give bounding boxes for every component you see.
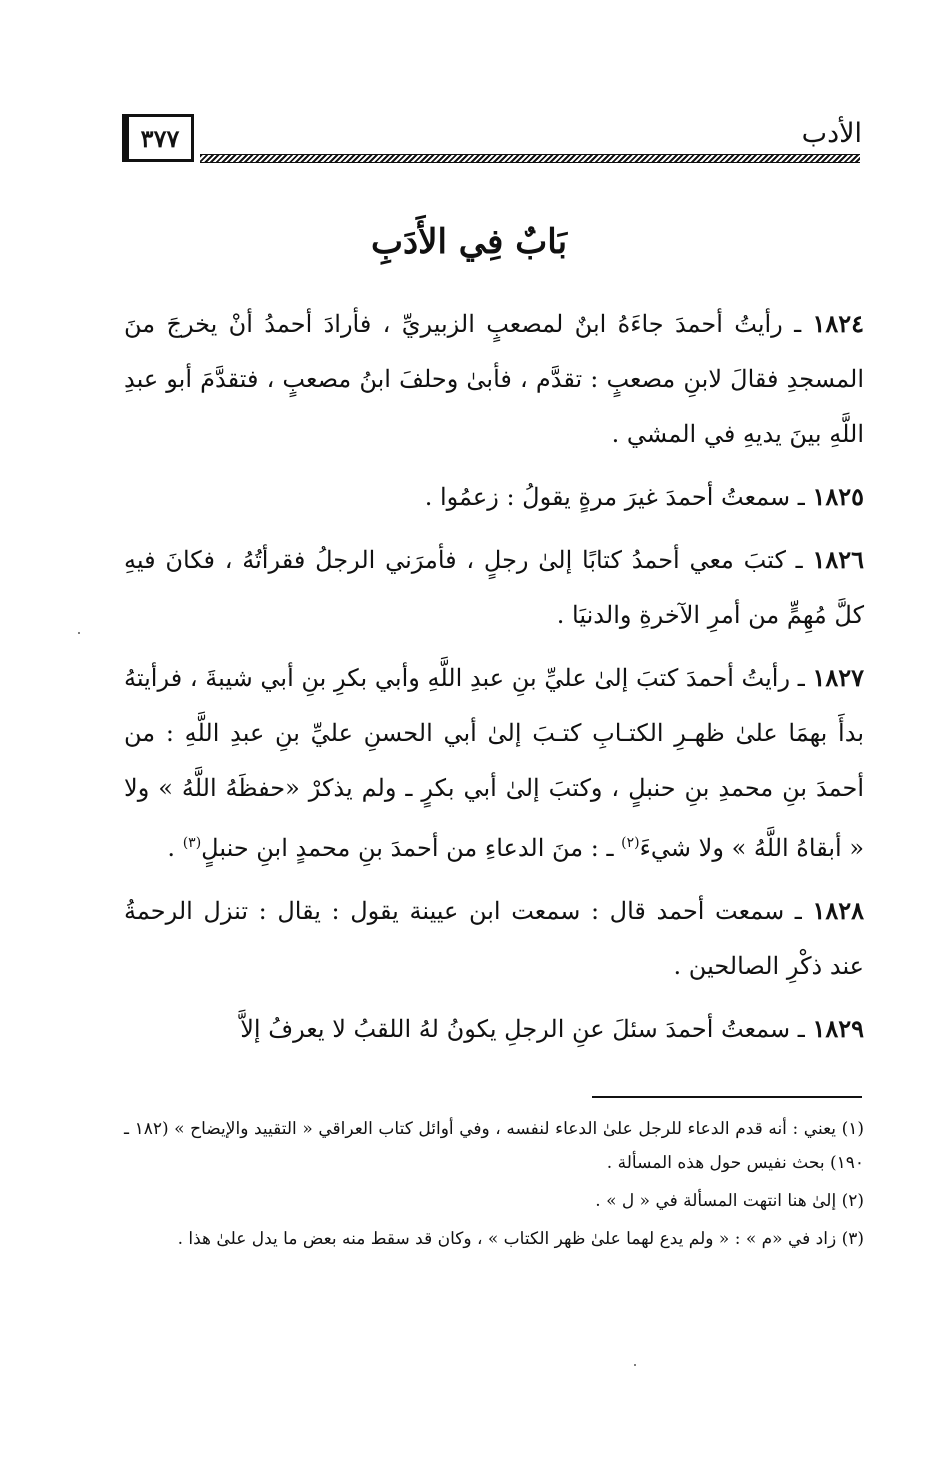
paragraph-text-continued: ـ : منَ الدعاءِ من أحمدَ بنِ محمدٍ ابنِ حنبلٍ [201,834,622,862]
paragraph-text: ـ سمعت أحمد قال : سمعت ابن عيينة يقول : يقال : تنزل الرحمةُ عند ذكْرِ الصالحين . [124,897,864,980]
item-number: ١٨٢٦ [812,545,864,574]
item-number: ١٨٢٩ [812,1014,864,1043]
footnote-2: (٢) إلىٰ هنا انتهت المسألة في « ل » . [595,1191,864,1211]
paragraph-text: ـ سمعتُ أحمدَ غيرَ مرةٍ يقولُ : زعمُوا . [424,483,813,511]
paragraph-1829 [124,1001,864,1057]
scan-speck [78,632,80,634]
body-text [124,296,864,1064]
footnotes [124,1112,864,1260]
paragraph-1827 [124,650,864,876]
header-rule [200,154,860,163]
paragraph-text: ـ رأيتُ أحمدَ جاءَهُ ابنٌ لمصعبٍ الزبيريِّ ، فأرادَ أحمدُ أنْ يخرجَ منَ المسجدِ فقالَ لابنِ مصعبٍ : تقدَّم ، فأبىٰ وحلفَ ابنُ مصعبٍ ، فتقدَّمَ أبو عبدِ اللَّهِ بينَ يديهِ في المشي . [124,310,864,448]
item-number: ١٨٢٧ [812,663,864,692]
item-number: ١٨٢٨ [812,896,864,925]
paragraph-1824 [124,296,864,462]
footnote-ref-2[interactable]: (٢) [621,835,640,851]
paragraph-1825 [124,469,864,525]
paragraph-1828 [124,883,864,994]
footnote-1: (١) يعني : أنه قدم الدعاء للرجل علىٰ الدعاء لنفسه ، وفي أوائل كتاب العراقي « التقييد والإيضاح » (١٨٢ ـ ١٩٠) بحث نفيس حول هذه المسألة . [124,1119,864,1173]
item-number: ١٨٢٤ [812,309,864,338]
page-number: ٣٧٧ [122,114,194,162]
paragraph-text: ـ رأيتُ أحمدَ كتبَ إلىٰ عليِّ بنِ عبدِ اللَّهِ وأبي بكرِ بنِ أبي شيبةَ ، فرأيتهُ بدأَ بهمَا علىٰ ظهـرِ الكتـابِ كتـبَ إلىٰ أبي الحسنِ عليِّ بنِ عبدِ اللَّهِ : من أحمدَ بنِ محمدِ بنِ حنبلٍ ، وكتبَ إلىٰ أبي بكرٍ ـ ولم يذكرْ «حفظَهُ اللَّهُ » ولا « أبقاهُ اللَّهُ » ولا شيءَ [124,664,864,862]
item-number: ١٨٢٥ [812,482,864,511]
footnote-3: (٣) زاد في «م » : « ولم يدع لهما علىٰ ظهر الكتاب » ، وكان قد سقط منه بعض ما يدل علىٰ هذا . [177,1229,864,1249]
paragraph-text: ـ سمعتُ أحمدَ سئلَ عنِ الرجلِ يكونُ لهُ اللقبُ لا يعرفُ إلاَّ [240,1015,813,1043]
chapter-title: بَابٌ فِي الأَدَبِ [370,222,568,262]
paragraph-text: ـ كتبَ معي أحمدُ كتابًا إلىٰ رجلٍ ، فأمرَني الرجلُ فقرأتُهُ ، فكانَ فيهِ كلَّ مُهِمٍّ من أمرِ الآخرةِ والدنيَا . [124,546,864,629]
footnote-ref-3[interactable]: (٣) [182,835,202,851]
paragraph-1826 [124,532,864,643]
scan-speck [634,1364,636,1366]
paragraph-text-end: . [167,834,183,862]
footnote-separator [592,1096,862,1098]
running-header-title: الأدب [801,118,862,149]
